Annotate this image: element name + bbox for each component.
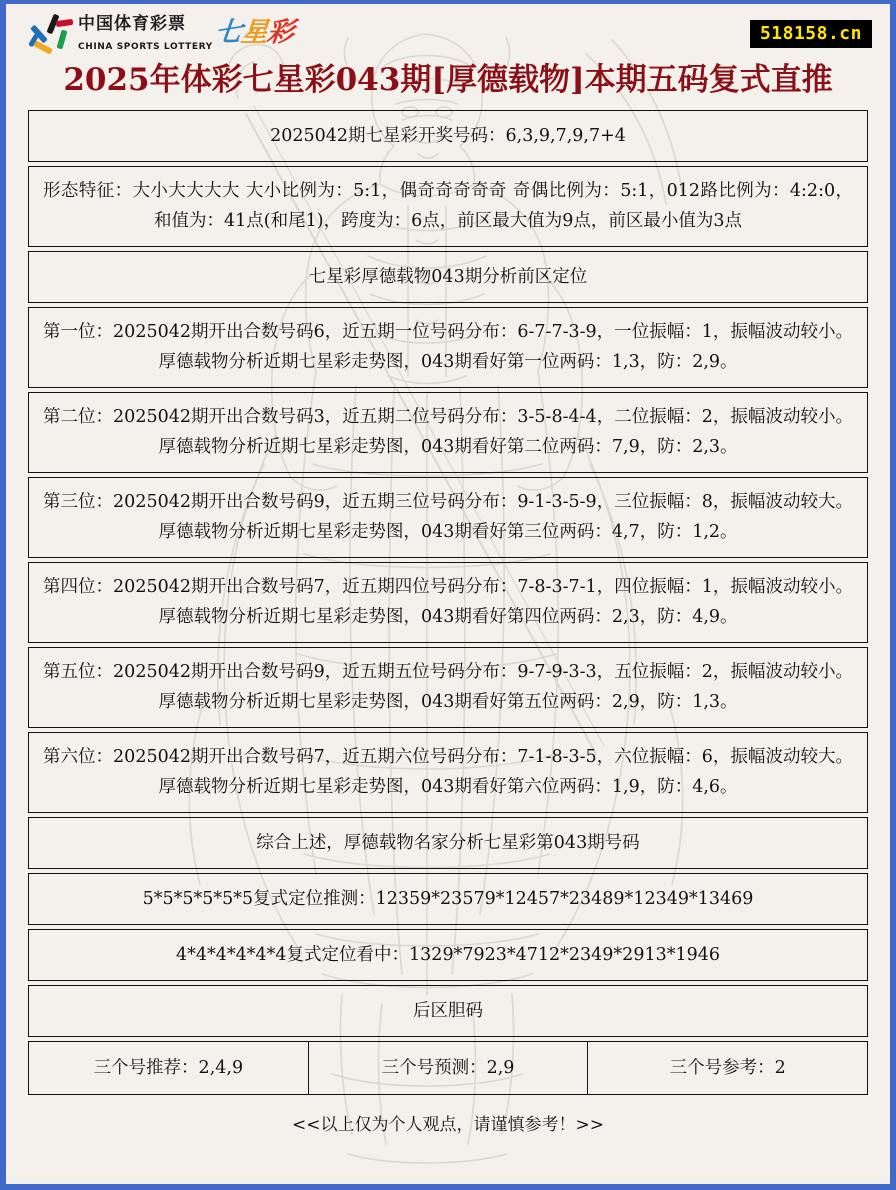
compound-5-block <box>28 873 868 925</box>
back-zone-row <box>29 1042 867 1094</box>
compound-4-text: 4*4*4*4*4*4复式定位看中：1329*7923*4712*2349*2913*1946 <box>175 945 721 965</box>
back-zone-header-block <box>28 985 868 1037</box>
sports-lottery-emblem-icon <box>28 12 74 54</box>
position-5-text: 第五位：2025042期开出合数号码9，近五期五位号码分布：9-7-9-3-3，五位振幅：2，振幅波动较小。厚德载物分析近期七星彩走势图，043期看好第五位两码：2,9，防：1,3。 <box>43 662 853 712</box>
draw-result-block <box>28 110 868 162</box>
summary-header-block <box>28 817 868 869</box>
summary-header-text: 综合上述，厚德载物名家分析七星彩第043期号码 <box>256 833 640 853</box>
footer-disclaimer-text: <<以上仅为个人观点，请谨慎参考！>> <box>292 1115 604 1135</box>
position-5-block <box>28 647 868 728</box>
features-block <box>28 166 868 247</box>
back-zone-recommend: 三个号推荐：2,4,9 <box>93 1058 244 1078</box>
wordmark-char-xing: 星 <box>239 17 269 48</box>
position-1-block <box>28 307 868 388</box>
section-header-block <box>28 251 868 303</box>
logo-english-name: CHINA SPORTS LOTTERY <box>78 41 213 52</box>
draw-result-text: 2025042期七星彩开奖号码：6,3,9,7,9,7+4 <box>270 126 626 146</box>
lottery-logo <box>28 10 293 56</box>
position-2-text: 第二位：2025042期开出合数号码3，近五期二位号码分布：3-5-8-4-4，二位振幅：2，振幅波动较小。厚德载物分析近期七星彩走势图，043期看好第二位两码：7,9，防：2,3。 <box>43 407 853 457</box>
back-zone-reference: 三个号参考：2 <box>587 1042 867 1094</box>
position-1-text: 第一位：2025042期开出合数号码6，近五期一位号码分布：6-7-7-3-9，一位振幅：1，振幅波动较小。厚德载物分析近期七星彩走势图，043期看好第一位两码：1,3，防：2,9。 <box>43 322 853 372</box>
analysis-table <box>28 110 868 1151</box>
site-url-badge[interactable]: 518158.cn <box>750 20 872 48</box>
back-zone-predict: 三个号预测：2,9 <box>308 1042 588 1094</box>
position-2-block <box>28 392 868 473</box>
position-4-text: 第四位：2025042期开出合数号码7，近五期四位号码分布：7-8-3-7-1，四位振幅：1，振幅波动较小。厚德载物分析近期七星彩走势图，043期看好第四位两码：2,3，防：4,9。 <box>43 577 853 627</box>
position-6-text: 第六位：2025042期开出合数号码7，近五期六位号码分布：7-1-8-3-5，六位振幅：6，振幅波动较大。厚德载物分析近期七星彩走势图，043期看好第六位两码：1,9，防：4,6。 <box>43 747 853 797</box>
section-header-text: 七星彩厚德载物043期分析前区定位 <box>308 267 588 287</box>
position-3-text: 第三位：2025042期开出合数号码9，近五期三位号码分布：9-1-3-5-9，三位振幅：8，振幅波动较大。厚德载物分析近期七星彩走势图，043期看好第三位两码：4,7，防：1,2。 <box>43 492 853 542</box>
logo-text-group <box>78 14 213 53</box>
compound-5-text: 5*5*5*5*5*5复式定位推测：12359*23579*12457*23489*12349*13469 <box>142 889 754 909</box>
wordmark-char-cai: 彩 <box>265 17 295 48</box>
features-text: 形态特征：大小大大大大 大小比例为：5:1，偶奇奇奇奇奇 奇偶比例为：5:1，012路比例为：4:2:0，和值为：41点(和尾1)，跨度为：6点，前区最大值为9点，前区最小值为3点 <box>43 181 853 231</box>
wordmark-char-qi: 七 <box>213 17 243 48</box>
site-header <box>6 4 890 60</box>
back-zone-values-block <box>28 1041 868 1095</box>
position-6-block <box>28 732 868 813</box>
position-4-block <box>28 562 868 643</box>
page-title: 2025年体彩七星彩043期[厚德载物]本期五码复式直推 <box>63 62 833 98</box>
compound-4-block <box>28 929 868 981</box>
back-zone-header-text: 后区胆码 <box>413 1001 483 1021</box>
position-3-block <box>28 477 868 558</box>
logo-chinese-name: 中国体育彩票 <box>78 13 186 34</box>
footer-note-block <box>28 1099 868 1151</box>
qixingcai-wordmark <box>213 18 294 48</box>
